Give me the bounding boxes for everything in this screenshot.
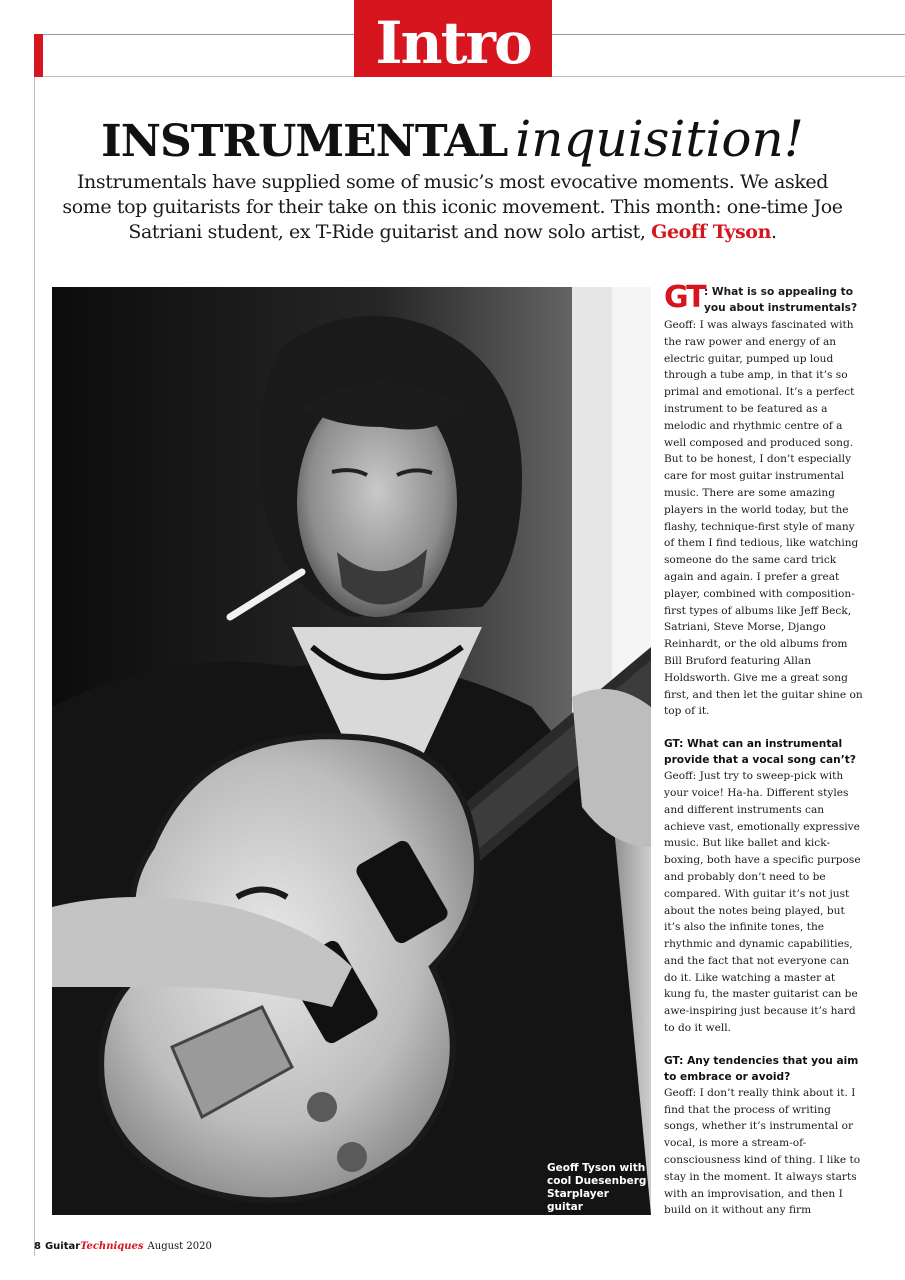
- drop-cap: GT: [664, 280, 705, 315]
- page-footer: [34, 1241, 212, 1252]
- answer-3: Geoff: I don’t really think about it. I find that the process of writing songs, whether it’s instrumental or vocal, is more a stream-of-consciousness kind of thing. I like to stay in the moment. It always starts with an improvisation, and then I build on it without any firm: [664, 1086, 861, 1217]
- standfirst-text: Instrumentals have supplied some of music’s most evocative moments. We asked some top guitarists for their take on this iconic movement. This month: one-time Joe Satriani student, ex T-Ride guitarist and now solo artist,: [62, 171, 843, 243]
- photo-caption: Geoff Tyson with cool Duesenberg Starplayer guitar: [547, 1162, 647, 1213]
- interview-block-3: [664, 1053, 864, 1219]
- standfirst-end: .: [770, 221, 777, 243]
- magazine-name-part1: Guitar: [44, 1241, 81, 1252]
- interview-block-1: [664, 280, 864, 720]
- interview-column: [664, 280, 864, 1235]
- headline-italic: inquisition!: [515, 110, 804, 168]
- artist-name: Geoff Tyson: [651, 221, 771, 243]
- question-1-text: : What is so appealing to you about instrumentals?: [704, 286, 858, 314]
- page-number: 8: [34, 1241, 41, 1252]
- artist-photo-illustration: [52, 287, 651, 1215]
- magazine-name-part2: Techniques: [80, 1241, 144, 1252]
- interview-block-2: [664, 736, 864, 1037]
- question-1: [664, 280, 864, 317]
- header-red-marker: [34, 34, 43, 77]
- answer-2: Geoff: Just try to sweep-pick with your voice! Ha-ha. Different styles and different instruments can achieve vast, emotionally expressive music. But like ballet and kick-boxing, both have a specific purpose and probably don’t need to be compared. With guitar it’s not just about the notes being played, but it’s also the infinite tones, the rhythmic and dynamic capabilities, and the fact that not everyone can do it. Like watching a master at kung fu, the master guitarist can be awe-inspiring just because it’s hard to do it well.: [664, 770, 861, 1035]
- section-tab: Intro: [354, 0, 552, 77]
- question-2: GT: What can an instrumental provide that a vocal song can’t?: [664, 738, 856, 767]
- answer-1: Geoff: I was always fascinated with the raw power and energy of an electric guitar, pumped up loud through a tube amp, in that it’s so primal and emotional. It’s a perfect instrument to be featured as a melodic and rhythmic centre of a well composed and produced song. But to be honest, I don’t especially care for most guitar instrumental music. There are some amazing players in the world today, but the flashy, technique-first style of many of them I find tedious, like watching someone do the same card trick again and again. I prefer a great player, combined with composition-first types of albums like Jeff Beck, Satriani, Steve Morse, Django Reinhardt, or the old albums from Bill Bruford featuring Allan Holdsworth. Give me a great song first, and then let the guitar shine on top of it.: [664, 319, 863, 718]
- question-3: GT: Any tendencies that you aim to embrace or avoid?: [664, 1054, 859, 1083]
- headline-bold: INSTRUMENTAL: [101, 116, 508, 167]
- artist-photo: [52, 287, 651, 1215]
- page-left-rule: [34, 76, 35, 1256]
- standfirst: [50, 170, 855, 245]
- issue-date: August 2020: [147, 1241, 212, 1252]
